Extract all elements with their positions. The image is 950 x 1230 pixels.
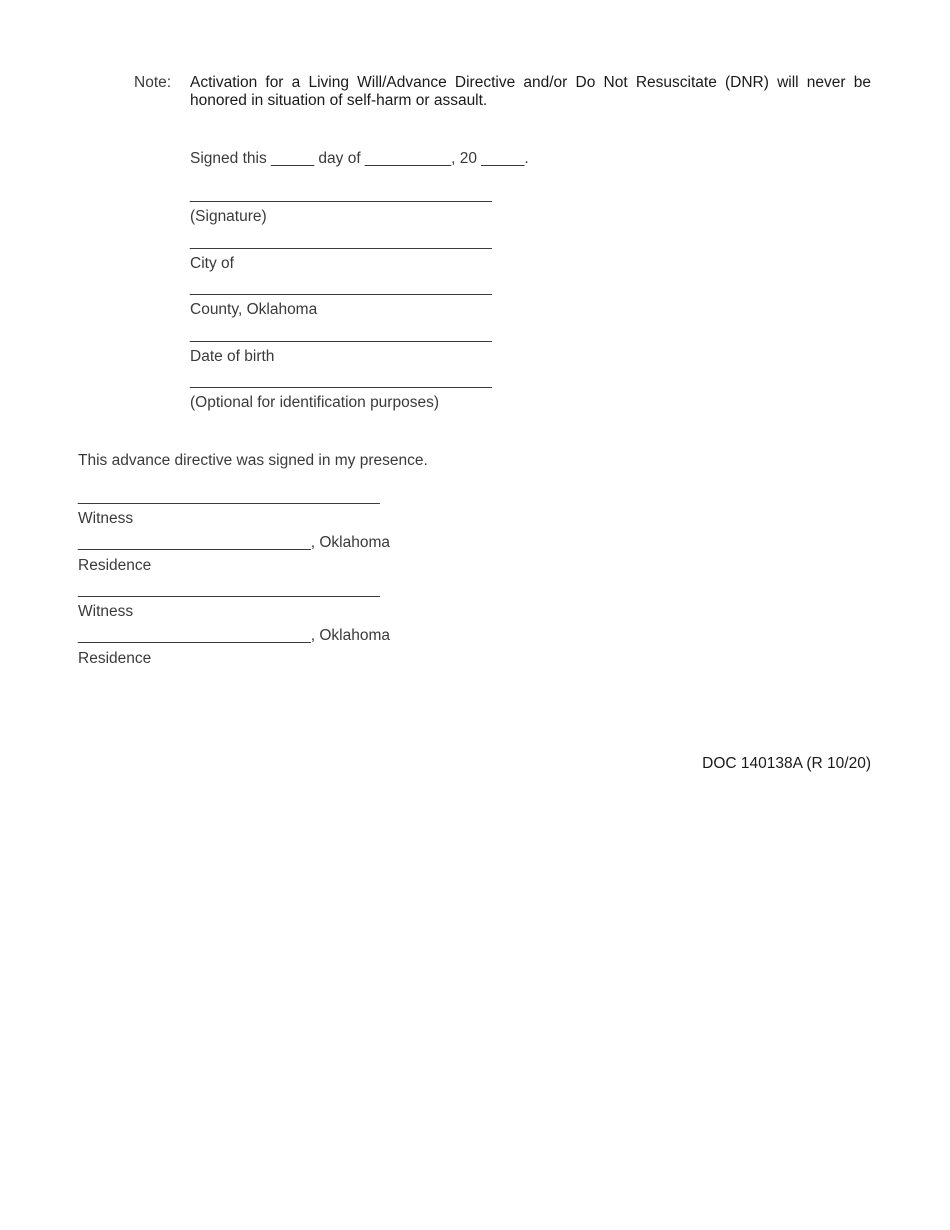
witness-statement: This advance directive was signed in my presence. — [78, 452, 428, 469]
signature-blank-line[interactable]: ___________________________________ — [190, 186, 492, 203]
witness2-blank-line[interactable]: ___________________________________ — [78, 581, 380, 598]
dob-label: Date of birth — [190, 348, 275, 365]
residence2-label: Residence — [78, 650, 152, 667]
optional-label: (Optional for identification purposes) — [190, 394, 439, 411]
witness2-label: Witness — [78, 603, 134, 620]
county-label: County, Oklahoma — [190, 301, 318, 318]
signature-label: (Signature) — [190, 208, 267, 225]
document-number: DOC 140138A (R 10/20) — [702, 755, 871, 772]
county-blank-line[interactable]: ___________________________________ — [190, 279, 492, 296]
residence1-line[interactable]: ___________________________, Oklahoma — [78, 534, 391, 551]
residence1-label: Residence — [78, 557, 152, 574]
witness1-blank-line[interactable]: ___________________________________ — [78, 488, 380, 505]
signed-date-line[interactable]: Signed this _____ day of __________, 20 _____. — [190, 150, 529, 167]
city-blank-line[interactable]: ___________________________________ — [190, 233, 492, 250]
city-label: City of — [190, 255, 234, 272]
dob-blank-line[interactable]: ___________________________________ — [190, 326, 492, 343]
note-label: Note: — [134, 74, 172, 91]
note-text: Activation for a Living Will/Advance Directive and/or Do Not Resuscitate (DNR) will never be honored in situation of self-harm or assault. — [190, 74, 871, 109]
witness1-label: Witness — [78, 510, 134, 527]
residence2-line[interactable]: ___________________________, Oklahoma — [78, 627, 391, 644]
optional-blank-line[interactable]: ___________________________________ — [190, 372, 492, 389]
